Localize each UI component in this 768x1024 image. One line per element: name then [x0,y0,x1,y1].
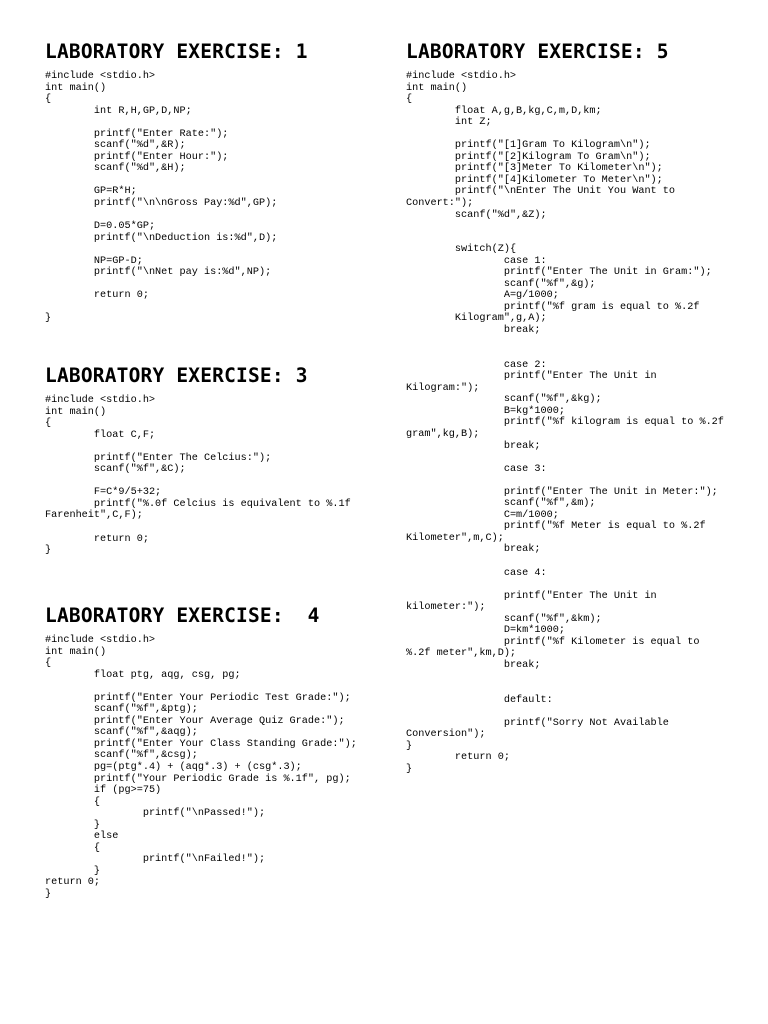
exercise-1-title: LABORATORY EXERCISE: 1 [45,40,308,63]
exercise-3-code: #include <stdio.h> int main() { float C,F; printf("Enter The Celcius:"); scanf("%f",&C); F=C*9/5+32; printf("%.0f Celcius is equivalent to %.1f Farenheit",C,F); return 0; } [45,395,351,557]
exercise-5-code: #include <stdio.h> int main() { float A,g,B,kg,C,m,D,km; int Z; printf("[1]Gram To Kilogram\n"); printf("[2]Kilogram To Gram\n"); printf("[3]Meter To Kilometer\n"); printf("[4]Kilometer To Meter\n"); printf("\nEnter The Unit You Want to Convert:"); scanf("%d",&Z); switch(Z){ case 1: printf("Enter The Unit in Gram:"); scanf("%f",&g); A=g/1000; printf("%f gram is equal to %.2f Kilogram",g,A); break; case 2: printf("Enter The Unit in Kilogram:"); scanf("%f",&kg); B=kg*1000; printf("%f kilogram is equal to %.2f gram",kg,B); break; case 3: printf("Enter The Unit in Meter:"); scanf("%f",&m); C=m/1000; printf("%f Meter is equal to %.2f Kilometer",m,C); break; case 4: printf("Enter The Unit in kilometer:"); scanf("%f",&km); D=km*1000; printf("%f Kilometer is equal to %.2f meter",km,D); break; default: printf("Sorry Not Available Conversion"); } return 0; } [406,71,724,775]
exercise-1-section [45,40,308,325]
exercise-3-title: LABORATORY EXERCISE: 3 [45,364,308,387]
exercise-4-section [45,604,357,901]
exercise-4-code: #include <stdio.h> int main() { float ptg, aqg, csg, pg; printf("Enter Your Periodic Test Grade:"); scanf("%f",&ptg); printf("Enter Your Average Quiz Grade:"); scanf("%f",&aqg); printf("Enter Your Class Standing Grade:"); scanf("%f",&csg); pg=(ptg*.4) + (aqg*.3) + (csg*.3); printf("Your Periodic Grade is %.1f", pg); if (pg>=75) { printf("\nPassed!"); } else { printf("\nFailed!"); } return 0; } [45,635,357,901]
exercise-5-title: LABORATORY EXERCISE: 5 [406,40,669,63]
exercise-5-section [406,40,746,775]
exercise-4-title: LABORATORY EXERCISE: 4 [45,604,320,627]
exercise-1-code: #include <stdio.h> int main() { int R,H,GP,D,NP; printf("Enter Rate:"); scanf("%d",&R); printf("Enter Hour:"); scanf("%d",&H); GP=R*H; printf("\n\nGross Pay:%d",GP); D=0.05*GP; printf("\nDeduction is:%d",D); NP=GP-D; printf("\nNet pay is:%d",NP); return 0; } [45,71,278,325]
exercise-3-section [45,364,351,557]
